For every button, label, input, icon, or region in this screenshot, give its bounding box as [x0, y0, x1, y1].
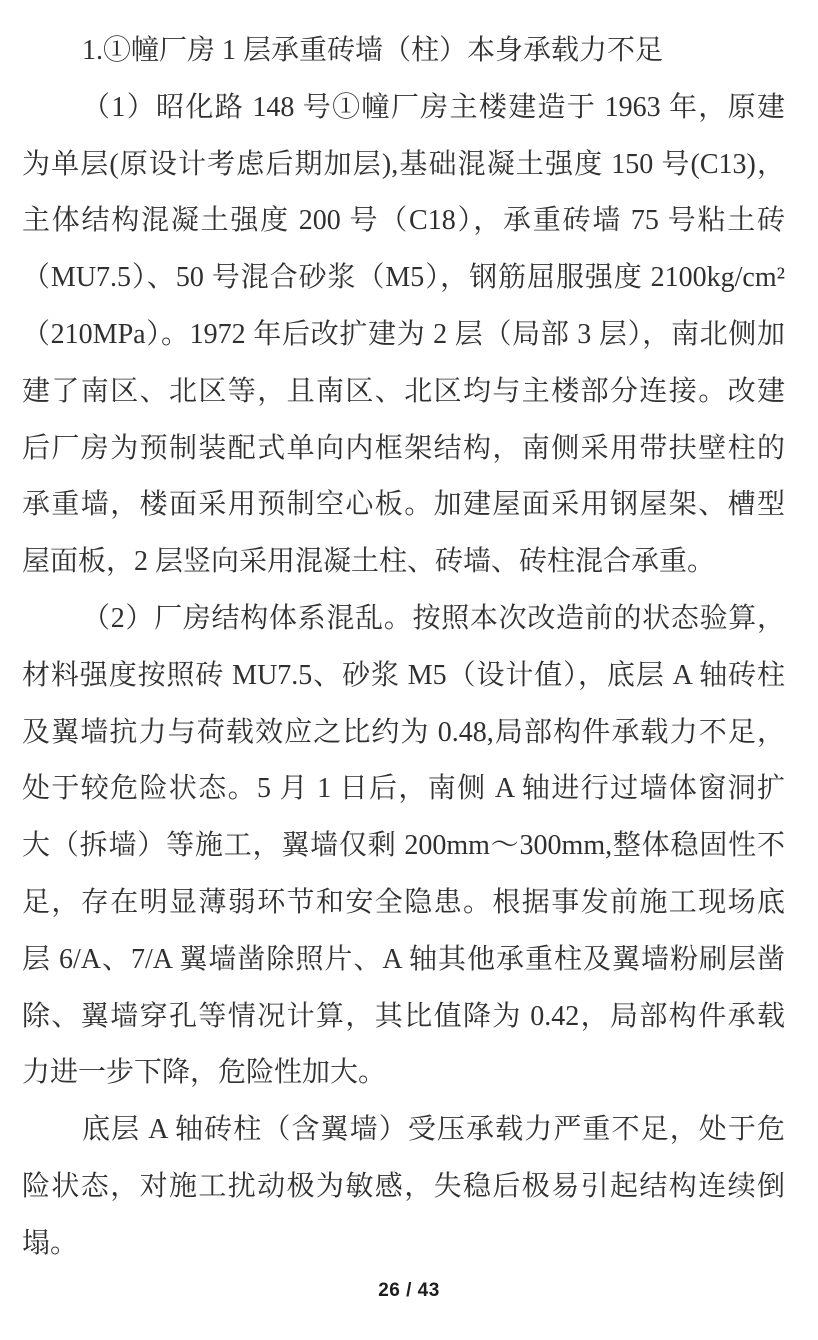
- text-line: 及翼墙抗力与荷载效应之比约为 0.48,局部构件承载力不足，: [22, 716, 785, 748]
- page-number: 26 / 43: [378, 1280, 440, 1301]
- text-line: 力进一步下降，危险性加大。: [22, 1057, 387, 1089]
- text-line: 除、翼墙穿孔等情况计算，其比值降为 0.42，局部构件承载: [22, 1000, 785, 1032]
- heading-paragraph: [22, 23, 785, 80]
- text-line: 屋面板，2 层竖向采用混凝土柱、砖墙、砖柱混合承重。: [22, 546, 716, 578]
- text-line: 处于较危险状态。5 月 1 日后，南侧 A 轴进行过墙体窗洞扩: [22, 773, 785, 805]
- paragraph-2: [22, 591, 785, 1102]
- text-line: （2）厂房结构体系混乱。按照本次改造前的状态验算，: [82, 602, 785, 634]
- text-line: （1）昭化路 148 号①幢厂房主楼建造于 1963 年，原建: [82, 91, 785, 123]
- text-line: 为单层(原设计考虑后期加层),基础混凝土强度 150 号(C13)，: [22, 148, 785, 180]
- text-line: 承重墙，楼面采用预制空心板。加建屋面采用钢屋架、槽型: [22, 489, 785, 521]
- text-line: 足，存在明显薄弱环节和安全隐患。根据事发前施工现场底: [22, 886, 785, 918]
- text-line: 层 6/A、7/A 翼墙凿除照片、A 轴其他承重柱及翼墙粉刷层凿: [22, 943, 785, 975]
- text-line: 底层 A 轴砖柱（含翼墙）受压承载力严重不足，处于危: [82, 1114, 785, 1146]
- text-line: （MU7.5）、50 号混合砂浆（M5），钢筋屈服强度 2100kg/cm²: [22, 262, 785, 294]
- text-line: 后厂房为预制装配式单向内框架结构，南侧采用带扶壁柱的: [22, 432, 785, 464]
- heading-line: 1.①幢厂房 1 层承重砖墙（柱）本身承载力不足: [82, 35, 664, 66]
- document-body: [22, 23, 785, 1273]
- text-line: 大（拆墙）等施工，翼墙仅剩 200mm～300mm,整体稳固性不: [22, 830, 785, 862]
- text-line: 材料强度按照砖 MU7.5、砂浆 M5（设计值），底层 A 轴砖柱: [22, 659, 785, 691]
- text-line: 险状态，对施工扰动极为敏感，失稳后极易引起结构连续倒: [22, 1170, 785, 1202]
- text-line: 主体结构混凝土强度 200 号（C18），承重砖墙 75 号粘土砖: [22, 205, 785, 237]
- paragraph-1: [22, 80, 785, 591]
- text-line: 塌。: [22, 1227, 79, 1259]
- paragraph-3: [22, 1102, 785, 1272]
- text-line: （210MPa）。1972 年后改扩建为 2 层（局部 3 层），南北侧加: [22, 318, 785, 350]
- text-line: 建了南区、北区等，且南区、北区均与主楼部分连接。改建: [22, 375, 785, 407]
